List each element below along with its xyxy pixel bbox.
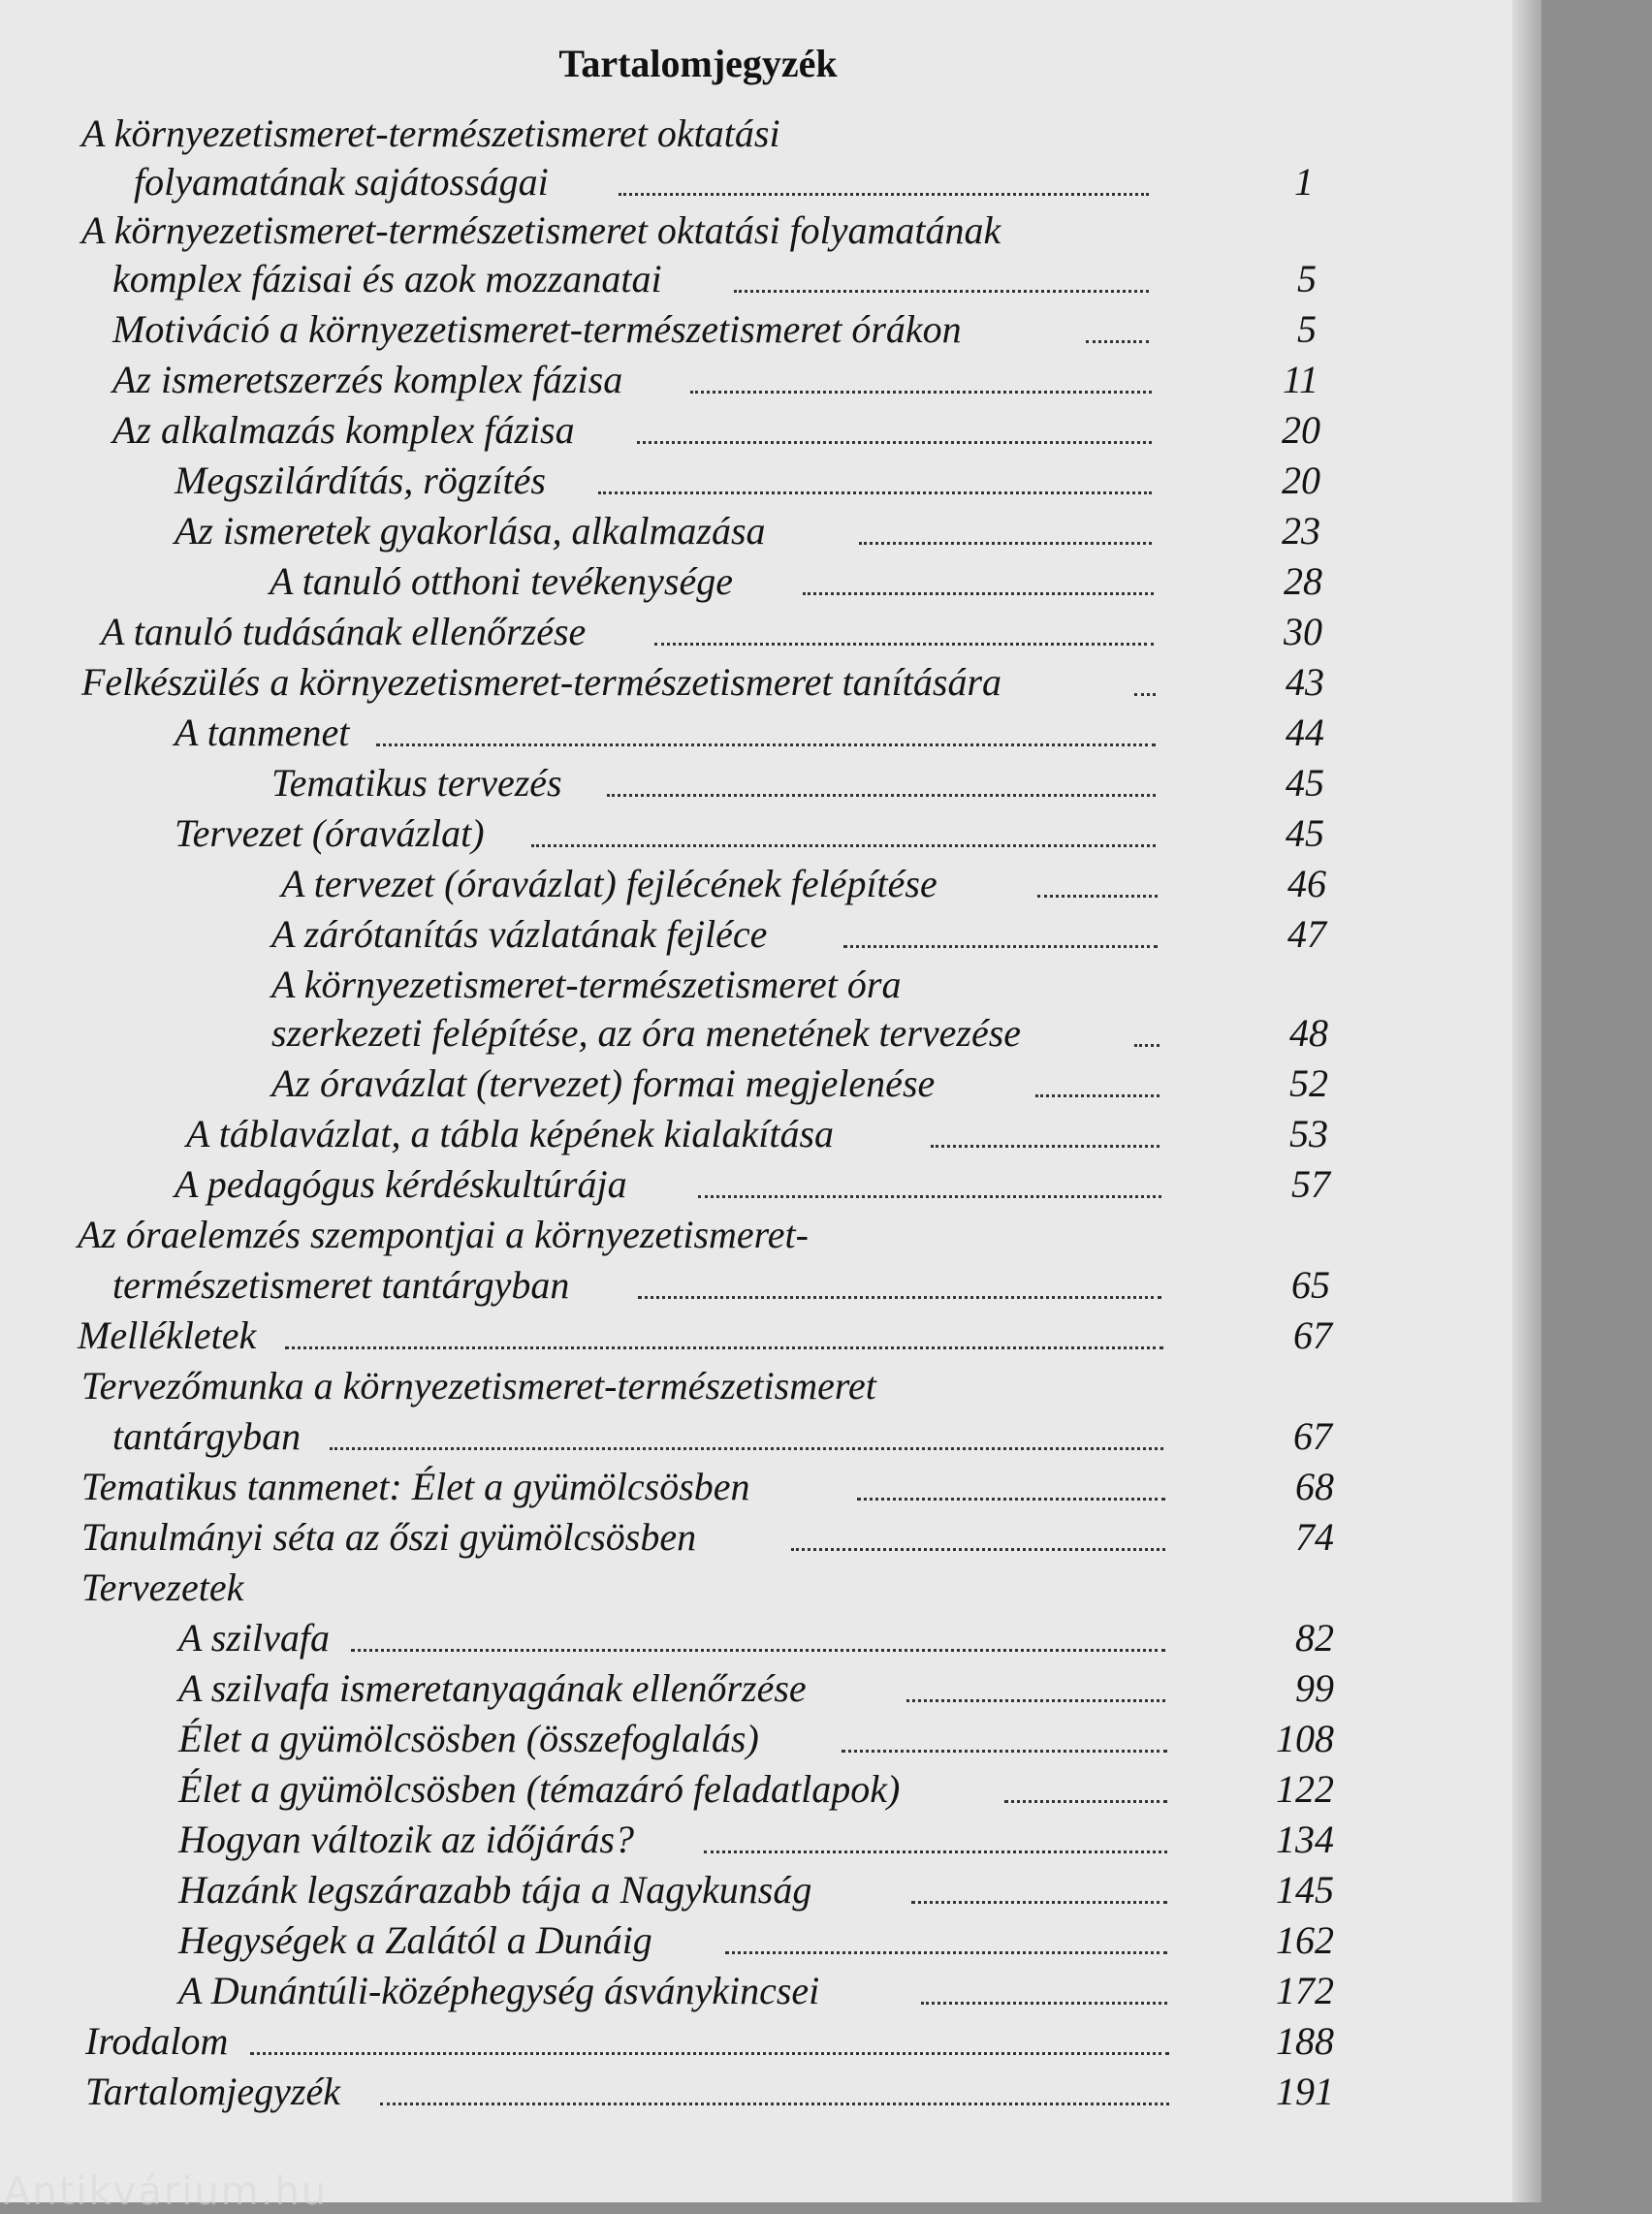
dot-leader	[619, 193, 1149, 196]
dot-leader	[654, 643, 1154, 646]
watermark-text: Antikvárium.hu	[4, 2169, 329, 2214]
toc-entry	[81, 206, 1001, 256]
dot-leader	[857, 1498, 1165, 1501]
dot-leader	[859, 542, 1152, 545]
toc-entry	[85, 2067, 1334, 2117]
toc-entry	[101, 607, 1322, 657]
toc-entry	[175, 808, 1324, 859]
toc-entry	[175, 456, 1320, 506]
toc-entry-title: Tanulmányi séta az őszi gyümölcsösben	[81, 1515, 697, 1559]
toc-entry	[134, 157, 1314, 207]
toc-entry	[178, 1966, 1334, 2016]
toc-entry-title: Megszilárdítás, rögzítés	[175, 459, 546, 502]
toc-page-number: 43	[1286, 660, 1324, 704]
toc-entry-title: Tervezet (óravázlat)	[175, 811, 485, 855]
toc-entry-title: A tanuló otthoni tevékenysége	[270, 559, 733, 603]
dot-leader	[531, 844, 1156, 847]
toc-entry-title: folyamatának sajátosságai	[134, 160, 549, 204]
toc-entry	[175, 1159, 1330, 1210]
toc-entry-title: Az ismeretszerzés komplex fázisa	[112, 358, 623, 401]
dot-leader	[931, 1145, 1160, 1148]
dot-leader	[911, 1901, 1167, 1904]
toc-entry	[178, 1815, 1334, 1865]
dot-leader	[698, 1195, 1161, 1198]
page-edge-shadow	[1512, 0, 1541, 2202]
toc-page-number: 46	[1287, 862, 1326, 905]
toc-page-number: 5	[1297, 307, 1317, 351]
toc-page-number: 30	[1284, 610, 1322, 653]
toc-entry	[186, 1109, 1328, 1159]
toc-entry	[178, 1613, 1334, 1663]
dot-leader	[842, 1750, 1167, 1753]
toc-entry	[271, 1008, 1328, 1059]
toc-entry	[271, 960, 901, 1010]
dot-leader	[285, 1346, 1163, 1349]
dot-leader	[376, 743, 1156, 746]
toc-entry-title: A tanuló tudásának ellenőrzése	[101, 610, 587, 653]
dot-leader	[1037, 895, 1158, 898]
toc-entry-title: Motiváció a környezetismeret-természetismeret órákon	[112, 307, 962, 351]
toc-entry	[81, 1563, 243, 1613]
toc-page-number: 188	[1276, 2019, 1334, 2063]
toc-entry-title: Tematikus tervezés	[271, 761, 562, 805]
dot-leader	[906, 1699, 1165, 1702]
toc-page-number: 108	[1276, 1717, 1334, 1760]
dot-leader	[791, 1548, 1165, 1551]
dot-leader	[803, 592, 1154, 595]
toc-entry-title: A szilvafa	[178, 1616, 330, 1660]
toc-entry	[112, 355, 1318, 405]
toc-entry-title: Tervezőmunka a környezetismeret-természetismeret	[81, 1364, 876, 1407]
toc-entry-title: Irodalom	[85, 2019, 229, 2063]
toc-page-number: 47	[1287, 912, 1326, 956]
toc-page-number: 162	[1276, 1918, 1334, 1962]
toc-entry	[112, 1260, 1330, 1311]
toc-entry-title: Tartalomjegyzék	[85, 2070, 340, 2113]
toc-entry-title: Tervezetek	[81, 1566, 244, 1609]
toc-page-number: 11	[1282, 358, 1318, 401]
toc-entry-title: Tematikus tanmenet: Élet a gyümölcsösben	[81, 1465, 750, 1508]
toc-page-number: 28	[1284, 559, 1322, 603]
toc-page-number: 44	[1286, 711, 1324, 754]
toc-page-number: 45	[1286, 761, 1324, 805]
toc-page-number: 99	[1295, 1666, 1334, 1710]
toc-entry-title: természetismeret tantárgyban	[112, 1263, 570, 1307]
toc-entry	[81, 1462, 1334, 1512]
toc-entry	[178, 1915, 1334, 1966]
dot-leader	[1086, 340, 1149, 343]
toc-entry-title: szerkezeti felépítése, az óra menetének tervezése	[271, 1011, 1022, 1055]
toc-page-number: 45	[1286, 811, 1324, 855]
toc-entry-title: A Dunántúli-középhegység ásványkincsei	[178, 1969, 820, 2012]
toc-page-number: 57	[1291, 1162, 1330, 1206]
toc-entry	[112, 304, 1317, 355]
toc-entry	[271, 909, 1326, 960]
toc-page-number: 172	[1276, 1969, 1334, 2012]
toc-page-number: 82	[1295, 1616, 1334, 1660]
toc-entry-title: A szilvafa ismeretanyagának ellenőrzése	[178, 1666, 807, 1710]
toc-entry-title: tantárgyban	[112, 1414, 302, 1458]
toc-entry-title: Mellékletek	[78, 1313, 257, 1357]
toc-entry	[178, 1714, 1334, 1764]
toc-entry	[85, 2016, 1334, 2067]
dot-leader	[1004, 1800, 1167, 1803]
dot-leader	[1134, 1044, 1160, 1047]
toc-page-number: 65	[1291, 1263, 1330, 1307]
dot-leader	[330, 1447, 1163, 1450]
toc-entry	[178, 1865, 1334, 1915]
toc-entry-title: A zárótanítás vázlatának fejléce	[271, 912, 768, 956]
toc-entry	[271, 1059, 1328, 1109]
toc-entry	[81, 1512, 1334, 1563]
toc-page-number: 5	[1297, 257, 1317, 300]
toc-entry-title: Az óravázlat (tervezet) formai megjelenése	[271, 1061, 936, 1105]
toc-entry-title: A tervezet (óravázlat) fejlécének felépítése	[281, 862, 937, 905]
toc-page-number: 20	[1282, 408, 1320, 452]
toc-entry	[78, 1210, 809, 1260]
toc-entry	[271, 758, 1324, 808]
toc-page-number: 52	[1289, 1061, 1328, 1105]
toc-page-number: 48	[1289, 1011, 1328, 1055]
toc-page-number: 67	[1293, 1313, 1332, 1357]
toc-entry-title: A környezetismeret-természetismeret oktatási	[81, 111, 780, 155]
toc-page-number: 23	[1282, 509, 1320, 553]
toc-entry-title: Az alkalmazás komplex fázisa	[112, 408, 575, 452]
toc-entry-title: A pedagógus kérdéskultúrája	[175, 1162, 627, 1206]
dot-leader	[351, 1649, 1165, 1652]
toc-entry	[175, 506, 1320, 556]
toc-page-number: 20	[1282, 459, 1320, 502]
toc-page-number: 67	[1293, 1414, 1332, 1458]
dot-leader	[1035, 1094, 1160, 1097]
toc-page-number: 134	[1276, 1818, 1334, 1861]
dot-leader	[607, 794, 1156, 797]
toc-entry	[175, 708, 1324, 758]
dot-leader	[690, 391, 1152, 394]
dot-leader	[250, 2052, 1169, 2055]
toc-entry-title: Hazánk legszárazabb tája a Nagykunság	[178, 1868, 812, 1912]
dot-leader	[921, 2002, 1167, 2005]
toc-entry-title: Élet a gyümölcsösben (összefoglalás)	[178, 1717, 759, 1760]
toc-page-number: 53	[1289, 1112, 1328, 1155]
toc-page-number: 145	[1276, 1868, 1334, 1912]
toc-entry	[81, 109, 780, 159]
dot-leader	[843, 945, 1158, 948]
toc-entry-title: A környezetismeret-természetismeret oktatási folyamatának	[81, 208, 1001, 252]
dot-leader	[598, 491, 1152, 494]
dot-leader	[734, 290, 1149, 293]
toc-page-number: 1	[1294, 160, 1314, 204]
dot-leader	[380, 2103, 1169, 2105]
toc-entry	[78, 1311, 1332, 1361]
toc-entry-title: Hegységek a Zalától a Dunáig	[178, 1918, 652, 1962]
toc-entry-title: A környezetismeret-természetismeret óra	[271, 963, 902, 1006]
toc-entry-title: Az óraelemzés szempontjai a környezetismeret-	[78, 1213, 809, 1256]
toc-entry	[81, 1361, 876, 1411]
toc-entry	[281, 859, 1326, 909]
toc-entry-title: Felkészülés a környezetismeret-természetismeret tanítására	[81, 660, 1002, 704]
dot-leader	[637, 441, 1152, 444]
toc-page-number: 74	[1295, 1515, 1334, 1559]
dot-leader	[1134, 693, 1156, 696]
dot-leader	[725, 1951, 1167, 1954]
dot-leader	[704, 1850, 1167, 1853]
dot-leader	[638, 1296, 1161, 1299]
toc-entry-title: A tanmenet	[175, 711, 350, 754]
toc-entry	[112, 254, 1317, 304]
toc-entry	[270, 556, 1322, 607]
toc-page-number: 191	[1276, 2070, 1334, 2113]
toc-entry-title: komplex fázisai és azok mozzanatai	[112, 257, 662, 300]
toc-entry	[178, 1663, 1334, 1714]
toc-entry	[112, 1411, 1332, 1462]
toc-page-number: 122	[1276, 1767, 1334, 1811]
toc-entry-title: A táblavázlat, a tábla képének kialakítása	[186, 1112, 835, 1155]
toc-entry-title: Hogyan változik az időjárás?	[178, 1818, 634, 1861]
toc-page-number: 68	[1295, 1465, 1334, 1508]
toc-entry	[112, 405, 1320, 456]
toc-entry	[178, 1764, 1334, 1815]
toc-entry-title: Az ismeretek gyakorlása, alkalmazása	[175, 509, 766, 553]
toc-entry	[81, 657, 1324, 708]
toc-entry-title: Élet a gyümölcsösben (témazáró feladatlapok)	[178, 1767, 901, 1811]
page-title: Tartalomjegyzék	[558, 42, 838, 85]
